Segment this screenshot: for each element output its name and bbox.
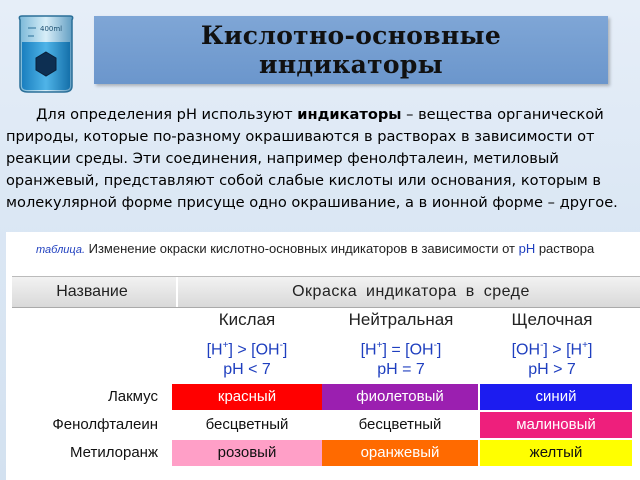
color-cell: оранжевый — [322, 440, 478, 466]
medium-ph: pH = 7 — [377, 361, 425, 379]
color-cell: синий — [480, 384, 632, 410]
indicator-name: Фенолфталеин — [52, 416, 158, 433]
medium-alkaline — [480, 310, 624, 380]
table-header — [12, 276, 640, 308]
medium-label: Кислая — [218, 310, 276, 329]
slide-title — [151, 21, 551, 79]
color-cell: желтый — [480, 440, 632, 466]
color-cell: бесцветный — [172, 412, 322, 438]
indicator-table — [6, 232, 640, 480]
color-cell: малиновый — [480, 412, 632, 438]
title-line-1: Кислотно-основные — [200, 21, 502, 50]
caption-text: Изменение окраски кислотно-основных индикаторов в зависимости от — [85, 241, 519, 256]
beaker-icon — [14, 12, 78, 94]
table-caption — [36, 241, 594, 256]
indicator-name: Метилоранж — [69, 444, 158, 461]
medium-formula: [OH-] > [H+] — [511, 340, 593, 359]
header-color: Окраска индикатора в среде — [292, 283, 530, 300]
medium-neutral — [322, 310, 480, 380]
caption-ph: pH — [518, 241, 536, 256]
medium-ph: pH < 7 — [223, 361, 271, 379]
intro-text-rest: – вещества органической природы, которые по-разному окрашиваются в растворах в зависимости от реакции среды. Эти соединения, например фенолфталеин, метиловый оранжевый, представляют собой слабые кислоты или основания, которым в молекулярной форме присуще одно окрашивание, а в ионной форме – другое. — [6, 106, 618, 211]
color-cell: фиолетовый — [322, 384, 478, 410]
intro-text-start: Для определения pH используют — [36, 106, 298, 123]
medium-formula: [H+] > [OH-] — [206, 340, 288, 359]
caption-end: раствора — [535, 241, 595, 256]
color-cell: красный — [172, 384, 322, 410]
medium-label: Щелочная — [511, 310, 593, 329]
header-name: Название — [56, 283, 128, 300]
indicator-name: Лакмус — [107, 388, 158, 405]
intro-bold-term: индикаторы — [297, 106, 402, 123]
title-box — [94, 16, 608, 84]
beaker-mark: 400ml — [40, 25, 63, 33]
medium-formula: [H+] = [OH-] — [360, 340, 442, 359]
color-cell: бесцветный — [322, 412, 478, 438]
medium-acid — [172, 310, 322, 380]
color-cell: розовый — [172, 440, 322, 466]
caption-label: таблица. — [36, 244, 86, 256]
intro-paragraph — [6, 104, 632, 214]
title-line-2: индикаторы — [258, 50, 443, 79]
medium-label: Нейтральная — [348, 310, 454, 329]
header-divider — [176, 277, 178, 307]
medium-ph: pH > 7 — [528, 361, 576, 379]
